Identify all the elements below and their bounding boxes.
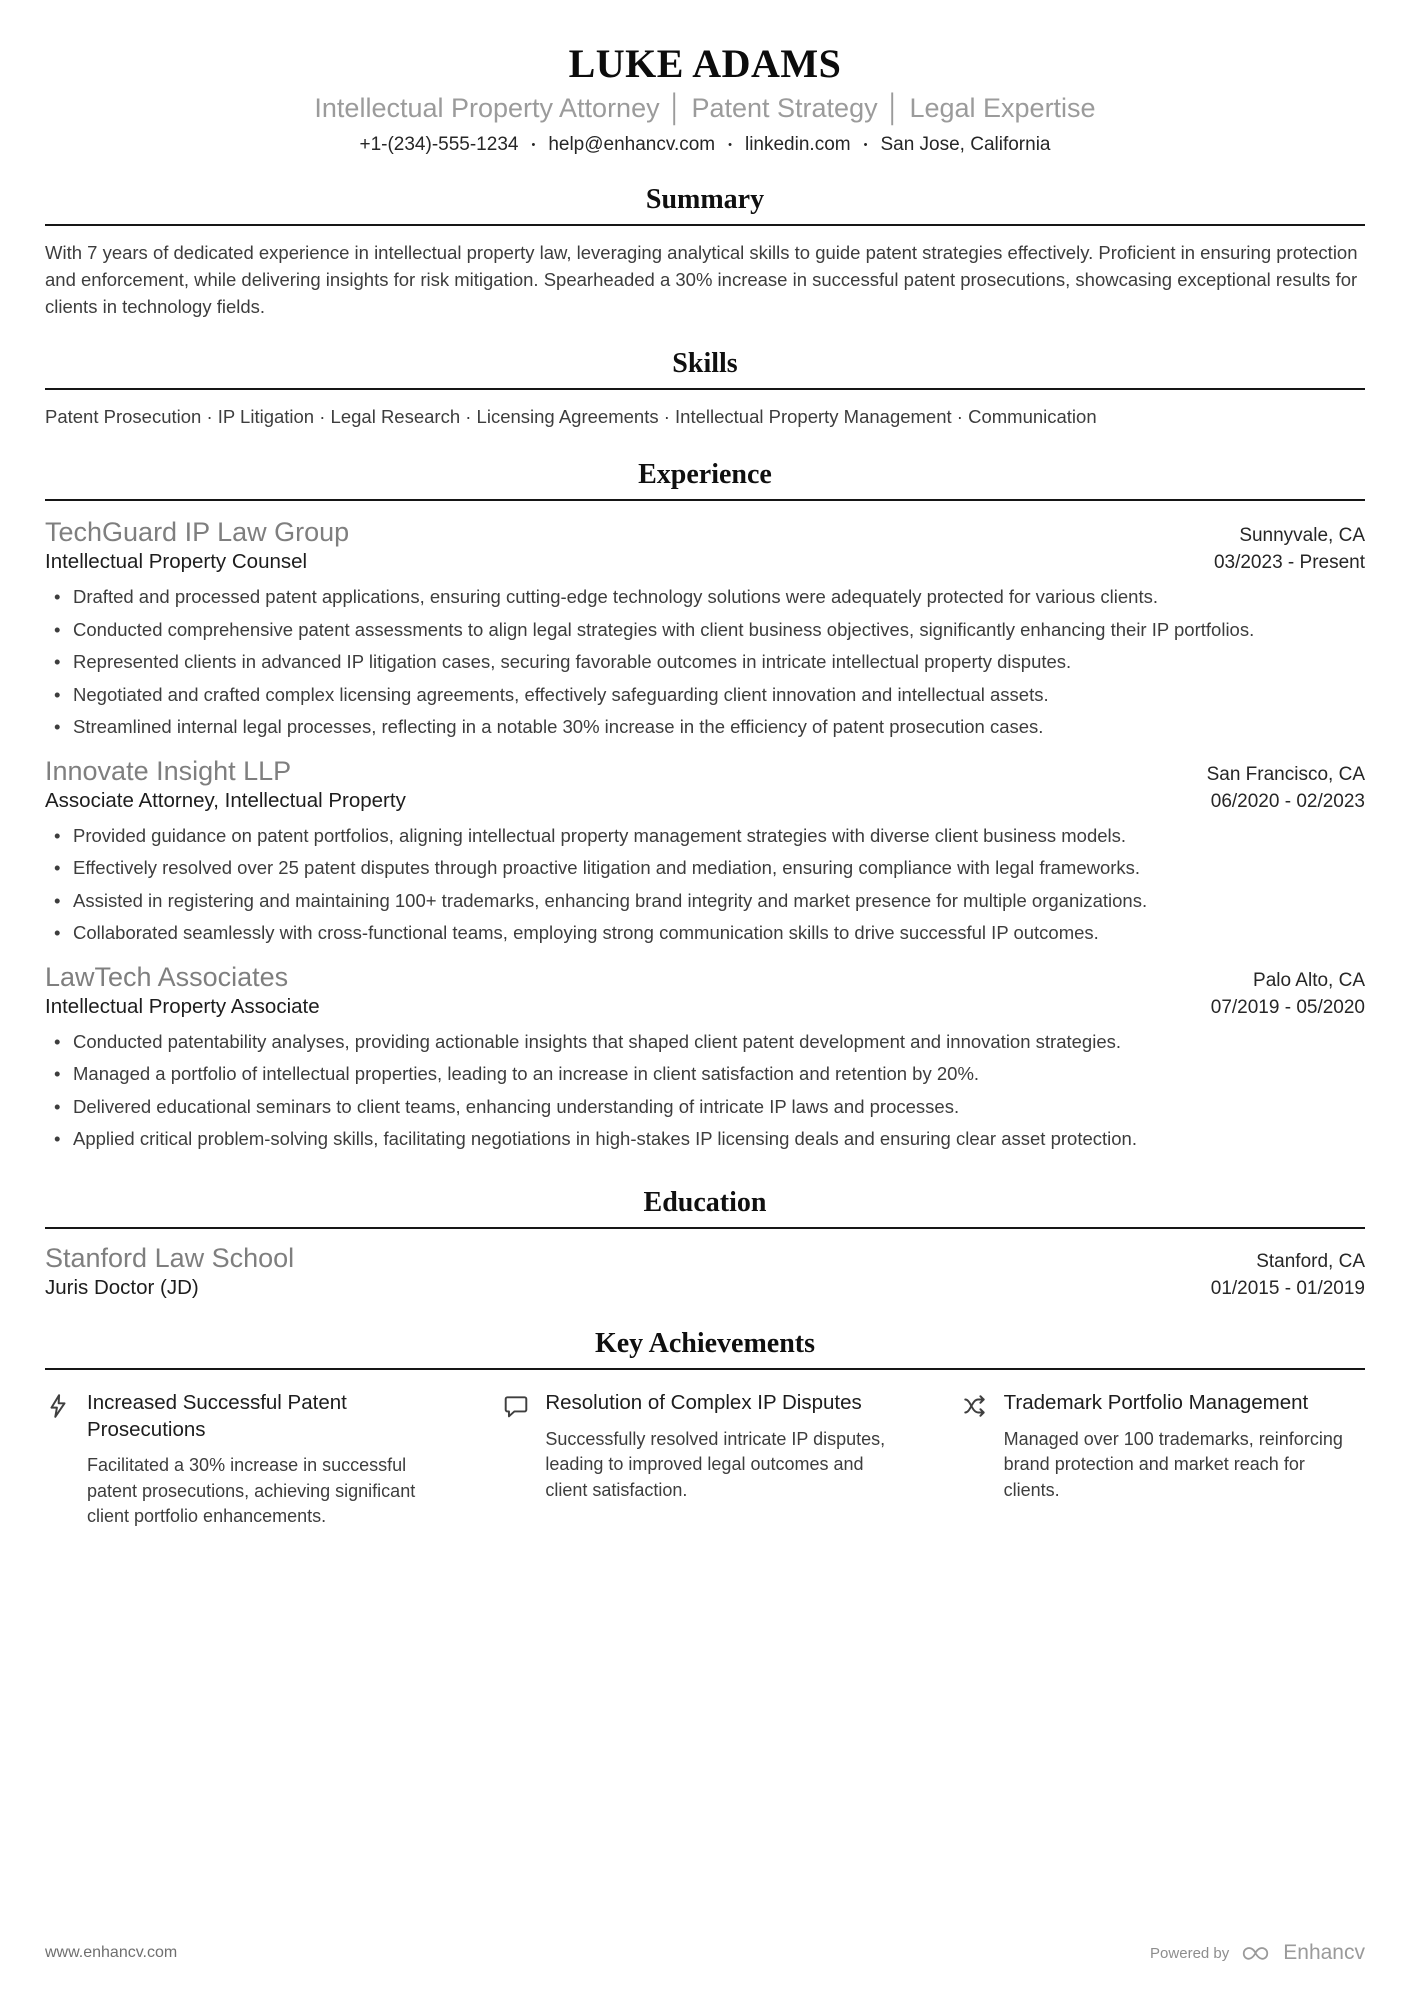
job-role: Associate Attorney, Intellectual Property bbox=[45, 788, 406, 812]
summary-text: With 7 years of dedicated experience in intellectual property law, leveraging analytical skills to guide patent strategies effectively. Proficient in ensuring protection and enforcement, while delivering insights for risk mitigation. Spearheaded a 30% increase in successful patent prosecutions, showcasing exceptional results for clients in technology fields. bbox=[45, 242, 1358, 317]
achievement-text: Managed over 100 trademarks, reinforcing brand protection and market reach for clients. bbox=[1003, 1428, 1343, 1500]
linkedin-link[interactable]: linkedin.com bbox=[744, 134, 851, 155]
speech-bubble-icon bbox=[503, 1390, 545, 1424]
company-name: Innovate Insight LLP bbox=[45, 755, 292, 786]
achievement-item bbox=[962, 1390, 1365, 1530]
achievement-item bbox=[45, 1390, 448, 1530]
achievements-title: Key Achievements bbox=[594, 1327, 816, 1359]
job-location: Palo Alto, CA bbox=[1253, 969, 1365, 991]
footer-branding bbox=[1150, 1941, 1365, 1965]
skills-title: Skills bbox=[672, 348, 738, 380]
education-title: Education bbox=[643, 1186, 767, 1218]
arrows-icon bbox=[962, 1390, 1004, 1424]
job-role: Intellectual Property Associate bbox=[45, 994, 320, 1018]
job-bullet: • Drafted and processed patent applications, ensuring cutting-edge technology solutions were adequately protected for various clients. bbox=[45, 584, 1365, 610]
dot-separator: • bbox=[863, 139, 868, 151]
job-dates: 06/2020 - 02/2023 bbox=[1210, 790, 1365, 812]
section-divider bbox=[45, 388, 1365, 390]
section-divider bbox=[45, 1227, 1365, 1229]
enhancv-brand-name: Enhancv bbox=[1283, 1941, 1365, 1964]
summary-title: Summary bbox=[645, 184, 765, 215]
job-bullet: • Effectively resolved over 25 patent disputes through proactive litigation and mediation, ensuring compliance with legal frameworks. bbox=[45, 855, 1365, 881]
education-subheader bbox=[45, 1276, 1365, 1300]
email-link[interactable]: help@enhancv.com bbox=[548, 134, 716, 155]
job-bullet: • Conducted patentability analyses, providing actionable insights that shaped client patent development and innovation strategies. bbox=[45, 1029, 1365, 1055]
job-bullet: • Provided guidance on patent portfolios, aligning intellectual property management strategies with diverse client business models. bbox=[45, 823, 1365, 849]
job-bullet: • Delivered educational seminars to client teams, enhancing understanding of intricate IP laws and processes. bbox=[45, 1094, 1365, 1120]
experience-entry bbox=[45, 756, 1365, 946]
job-subheader bbox=[45, 789, 1365, 813]
school-name: Stanford Law School bbox=[45, 1242, 295, 1273]
contact-row bbox=[45, 134, 1365, 156]
job-bullet-list bbox=[45, 584, 1365, 740]
job-location: San Francisco, CA bbox=[1206, 763, 1365, 785]
dot-separator: • bbox=[728, 139, 732, 151]
job-subheader bbox=[45, 550, 1365, 574]
section-divider bbox=[45, 1368, 1365, 1370]
achievement-title: Resolution of Complex IP Disputes bbox=[545, 1390, 862, 1414]
achievements-grid bbox=[45, 1390, 1365, 1530]
job-bullet: • Conducted comprehensive patent assessments to align legal strategies with client business objectives, significantly enhancing their IP portfolios. bbox=[45, 617, 1365, 643]
job-bullet: • Represented clients in advanced IP litigation cases, securing favorable outcomes in intricate intellectual property disputes. bbox=[45, 649, 1365, 675]
dot-separator: • bbox=[531, 139, 536, 151]
degree-name: Juris Doctor (JD) bbox=[45, 1275, 199, 1299]
achievement-content bbox=[1004, 1390, 1365, 1503]
candidate-name: LUKE ADAMS bbox=[568, 41, 842, 86]
job-bullet-list bbox=[45, 1029, 1365, 1152]
education-header bbox=[45, 1243, 1365, 1274]
job-bullet: • Streamlined internal legal processes, reflecting in a notable 30% increase in the efficiency of patent prosecution cases. bbox=[45, 714, 1365, 740]
resume-header bbox=[45, 40, 1365, 156]
achievements-section bbox=[45, 1328, 1365, 1530]
job-dates: 07/2019 - 05/2020 bbox=[1210, 996, 1365, 1018]
achievement-title: Increased Successful Patent Prosecutions bbox=[87, 1390, 347, 1441]
footer-website-link[interactable]: www.enhancv.com bbox=[45, 1944, 178, 1961]
job-bullet: • Managed a portfolio of intellectual properties, leading to an increase in client satisfaction and retention by 20%. bbox=[45, 1061, 1365, 1087]
company-name: LawTech Associates bbox=[45, 961, 289, 992]
candidate-headline: Intellectual Property Attorney │ Patent Strategy │ Legal Expertise bbox=[314, 93, 1096, 123]
achievement-item bbox=[503, 1390, 906, 1530]
job-subheader bbox=[45, 995, 1365, 1019]
skills-list: Patent Prosecution · IP Litigation · Legal Research · Licensing Agreements · Intellectual Property Management · Communication bbox=[45, 406, 1097, 428]
powered-by-label: Powered by bbox=[1150, 1944, 1230, 1962]
summary-section bbox=[45, 184, 1365, 320]
section-divider bbox=[45, 499, 1365, 501]
experience-title: Experience bbox=[638, 459, 772, 491]
job-bullet: • Negotiated and crafted complex licensing agreements, effectively safeguarding client innovation and intellectual assets. bbox=[45, 682, 1365, 708]
achievement-text: Successfully resolved intricate IP disputes, leading to improved legal outcomes and client satisfaction. bbox=[545, 1428, 886, 1500]
job-dates: 03/2023 - Present bbox=[1213, 552, 1365, 574]
achievement-content bbox=[545, 1390, 906, 1503]
page-footer bbox=[45, 1901, 1365, 1965]
education-dates: 01/2015 - 01/2019 bbox=[1210, 1277, 1365, 1299]
job-bullet-list bbox=[45, 823, 1365, 946]
enhancv-logo-icon bbox=[1239, 1943, 1273, 1963]
school-location: Stanford, CA bbox=[1256, 1250, 1365, 1272]
company-name: TechGuard IP Law Group bbox=[45, 517, 350, 548]
job-bullet: • Applied critical problem-solving skills, facilitating negotiations in high-stakes IP licensing deals and ensuring clear asset protection. bbox=[45, 1126, 1365, 1152]
job-header bbox=[45, 756, 1365, 787]
achievement-content bbox=[87, 1390, 448, 1530]
section-divider bbox=[45, 224, 1365, 226]
job-bullet: • Collaborated seamlessly with cross-functional teams, employing strong communication skills to drive successful IP outcomes. bbox=[45, 920, 1365, 946]
location-text: San Jose, California bbox=[880, 134, 1051, 155]
experience-entry bbox=[45, 517, 1365, 740]
job-role: Intellectual Property Counsel bbox=[45, 550, 308, 574]
achievement-title: Trademark Portfolio Management bbox=[1003, 1390, 1309, 1414]
job-header bbox=[45, 517, 1365, 548]
experience-section bbox=[45, 459, 1365, 1159]
job-location: Sunnyvale, CA bbox=[1239, 525, 1365, 547]
achievement-text: Facilitated a 30% increase in successful patent prosecutions, achieving significant client portfolio enhancements. bbox=[87, 1455, 416, 1527]
job-bullet: • Assisted in registering and maintaining 100+ trademarks, enhancing brand integrity and market presence for multiple organizations. bbox=[45, 888, 1365, 914]
skills-section bbox=[45, 348, 1365, 431]
job-header bbox=[45, 962, 1365, 993]
education-entry bbox=[45, 1243, 1365, 1300]
lightning-icon bbox=[45, 1390, 87, 1424]
experience-entry bbox=[45, 962, 1365, 1152]
education-section bbox=[45, 1187, 1365, 1300]
phone-number: +1-(234)-555-1234 bbox=[359, 134, 519, 155]
